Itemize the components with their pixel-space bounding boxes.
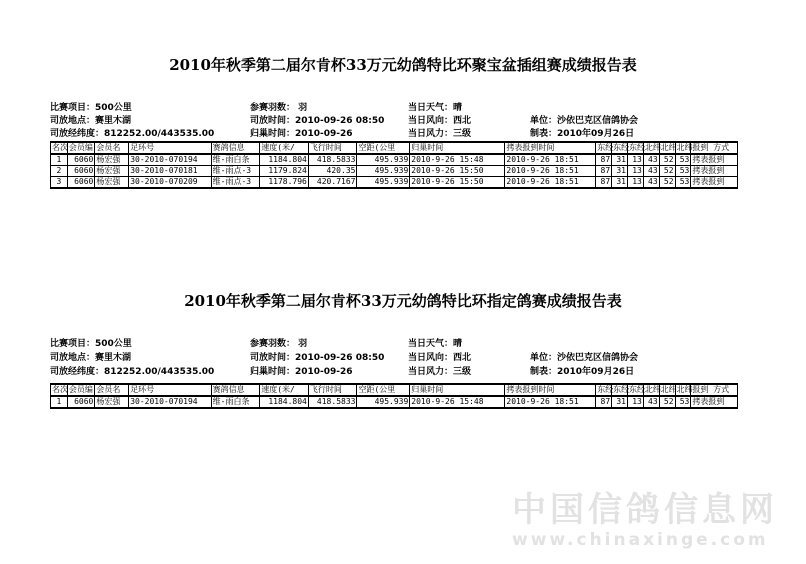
table-cell: 418.5833	[308, 396, 357, 408]
table-cell: 53	[675, 166, 691, 177]
table-cell: 53	[675, 154, 691, 166]
column-header: 东经	[613, 143, 630, 152]
table-cell: 87	[596, 396, 612, 408]
report-1-wind-dir: 当日风向：西北	[408, 116, 472, 126]
table-row	[51, 154, 738, 166]
column-header: 空距(公里	[357, 384, 410, 396]
column-header: 会员编	[68, 143, 93, 152]
table-cell: 杨宏强	[95, 166, 129, 177]
table-row	[51, 166, 738, 177]
report-1-made: 制表：2010年09月26日	[530, 129, 635, 139]
table-cell: 拷表报到	[691, 166, 738, 177]
table-cell: 30-2010-070209	[129, 177, 211, 189]
table-cell: 拷表报到	[691, 177, 738, 189]
report-2-results-table	[50, 383, 738, 409]
report-2-weather: 当日天气：晴	[408, 339, 463, 349]
table-cell: 2010-9-26 15:48	[410, 396, 505, 408]
table-cell: 6060	[67, 154, 94, 166]
report-2-wind-dir: 当日风向：西北	[408, 353, 472, 363]
table-cell: 43	[643, 396, 659, 408]
table-cell: 495.939	[357, 154, 410, 166]
column-header: 赛鸽信息	[211, 384, 260, 396]
column-header: 报到 方式	[691, 142, 738, 154]
column-header: 北纬	[676, 143, 693, 152]
report-2-release-place: 司放地点：赛里木湖	[50, 353, 132, 363]
table-cell: 420.7167	[308, 177, 357, 189]
report-2-release-time: 司放时间：2010-09-26 08:50	[250, 353, 385, 363]
report-2-return-time: 归巢时间：2010-09-26	[250, 367, 353, 377]
table-row	[51, 396, 738, 408]
table-cell: 43	[643, 166, 659, 177]
table-cell: 31	[612, 166, 628, 177]
column-header: 空距(公里	[357, 142, 410, 154]
column-header: 会员编	[68, 385, 93, 394]
report-1-results-table	[50, 141, 738, 189]
column-header: 足环号	[129, 142, 211, 154]
table-cell: 13	[627, 177, 643, 189]
report-1-release-place: 司放地点：赛里木湖	[50, 116, 132, 126]
table-cell: 43	[643, 154, 659, 166]
table-cell: 维-雨点-3	[211, 166, 260, 177]
column-header: 北纬	[660, 143, 677, 152]
table-cell: 2	[51, 166, 68, 177]
table-cell: 6060	[67, 396, 94, 408]
table-cell: 1178.796	[260, 177, 309, 189]
column-header: 归巢时间	[410, 384, 505, 396]
table-cell: 31	[612, 154, 628, 166]
report-1-count: 参赛羽数： 羽	[250, 103, 308, 113]
column-header: 会员名	[95, 142, 129, 154]
table-cell: 53	[675, 177, 691, 189]
table-cell: 1	[51, 396, 68, 408]
table-cell: 31	[612, 396, 628, 408]
table-cell: 2010-9-26 18:51	[505, 154, 596, 166]
table-cell: 维-雨白条	[211, 154, 260, 166]
watermark-url: www.chinaxinge.com	[512, 530, 769, 550]
column-header: 足环号	[129, 384, 211, 396]
column-header: 速度(米/	[260, 384, 309, 396]
table-cell: 13	[627, 166, 643, 177]
report-2-title: 2010年秋季第二届尔肯杯33万元幼鸽特比环指定鸽赛成绩报告表	[184, 292, 622, 310]
table-cell: 13	[627, 396, 643, 408]
report-1-coords: 司放经纬度：812252.00/443535.00	[50, 129, 215, 139]
table-cell: 87	[596, 166, 612, 177]
table-cell: 52	[659, 154, 675, 166]
table-cell: 418.5833	[308, 154, 357, 166]
table-cell: 6060	[67, 177, 94, 189]
table-cell: 31	[612, 177, 628, 189]
column-header: 拷表报到时间	[505, 142, 596, 154]
table-cell: 拷表报到	[691, 396, 738, 408]
report-2-count: 参赛羽数： 羽	[250, 339, 308, 349]
report-2-event: 比赛项目：500公里	[50, 339, 132, 349]
report-2-made: 制表：2010年09月26日	[530, 367, 635, 377]
column-header: 赛鸽信息	[211, 142, 260, 154]
table-cell: 495.939	[357, 166, 410, 177]
table-cell: 2010-9-26 15:48	[410, 154, 505, 166]
report-1-unit: 单位：沙依巴克区信鸽协会	[530, 116, 639, 126]
table-cell: 杨宏强	[95, 177, 129, 189]
column-header: 北纬	[644, 385, 661, 394]
column-header: 东经	[613, 385, 630, 394]
report-1-event: 比赛项目：500公里	[50, 103, 132, 113]
table-cell: 维-雨白条	[211, 396, 260, 408]
column-header: 东经	[597, 385, 614, 394]
table-cell: 维-雨点-3	[211, 177, 260, 189]
table-cell: 2010-9-26 18:51	[505, 177, 596, 189]
table-cell: 495.939	[357, 396, 410, 408]
table-cell: 2010-9-26 15:50	[410, 166, 505, 177]
column-header: 速度(米/	[260, 142, 309, 154]
table-cell: 杨宏强	[95, 154, 129, 166]
table-cell: 30-2010-070181	[129, 166, 211, 177]
table-cell: 43	[643, 177, 659, 189]
table-cell: 1179.824	[260, 166, 309, 177]
table-cell: 1	[51, 154, 68, 166]
column-header: 报到 方式	[691, 384, 738, 396]
table-row	[51, 177, 738, 189]
report-1-return-time: 归巢时间：2010-09-26	[250, 129, 353, 139]
column-header: 名次	[52, 385, 68, 394]
table-header-row	[51, 142, 738, 154]
report-1-title: 2010年秋季第二届尔肯杯33万元幼鸽特比环聚宝盆插组赛成绩报告表	[169, 56, 637, 74]
table-cell: 53	[675, 396, 691, 408]
table-header-row	[51, 384, 738, 396]
table-cell: 2010-9-26 18:51	[505, 166, 596, 177]
column-header: 归巢时间	[410, 142, 505, 154]
column-header: 北纬	[660, 385, 677, 394]
table-cell: 1184.804	[260, 396, 309, 408]
table-cell: 495.939	[357, 177, 410, 189]
table-cell: 3	[51, 177, 68, 189]
table-cell: 13	[627, 154, 643, 166]
table-cell: 52	[659, 396, 675, 408]
watermark-site-name: 中国信鸽信息网	[512, 490, 778, 530]
table-cell: 420.35	[308, 166, 357, 177]
table-cell: 30-2010-070194	[129, 396, 211, 408]
table-cell: 2010-9-26 18:51	[505, 396, 596, 408]
table-cell: 52	[659, 166, 675, 177]
column-header: 北纬	[676, 385, 693, 394]
table-cell: 拷表报到	[691, 154, 738, 166]
column-header: 名次	[52, 143, 68, 152]
table-cell: 6060	[67, 166, 94, 177]
column-header: 飞行时间	[308, 142, 357, 154]
column-header: 东经	[628, 143, 645, 152]
report-2-unit: 单位：沙依巴克区信鸽协会	[530, 353, 639, 363]
table-cell: 1184.804	[260, 154, 309, 166]
report-1-weather: 当日天气：晴	[408, 103, 463, 113]
column-header: 拷表报到时间	[505, 384, 596, 396]
report-1-release-time: 司放时间：2010-09-26 08:50	[250, 116, 385, 126]
report-2-wind-force: 当日风力：三级	[408, 367, 472, 377]
column-header: 东经	[628, 385, 645, 394]
report-1-wind-force: 当日风力：三级	[408, 129, 472, 139]
report-2-coords: 司放经纬度：812252.00/443535.00	[50, 367, 215, 377]
table-cell: 2010-9-26 15:50	[410, 177, 505, 189]
column-header: 会员名	[95, 384, 129, 396]
table-cell: 52	[659, 177, 675, 189]
column-header: 北纬	[644, 143, 661, 152]
column-header: 飞行时间	[308, 384, 357, 396]
table-cell: 87	[596, 154, 612, 166]
column-header: 东经	[597, 143, 614, 152]
table-cell: 杨宏强	[95, 396, 129, 408]
table-cell: 30-2010-070194	[129, 154, 211, 166]
table-cell: 87	[596, 177, 612, 189]
